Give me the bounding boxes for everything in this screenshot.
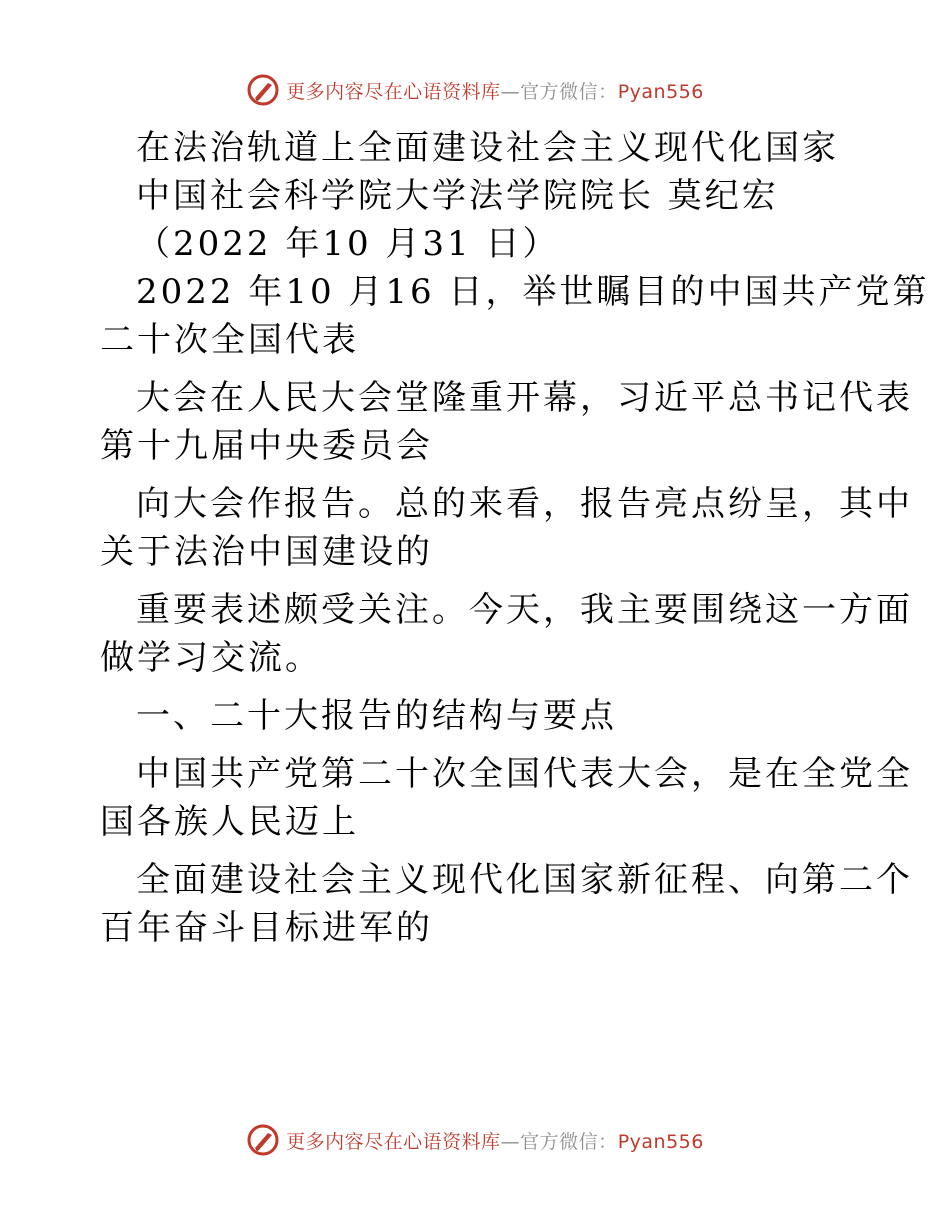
- watermark-handle: Pyan556: [617, 1130, 704, 1153]
- paragraph-line: 重要表述颇受关注。今天，我主要围绕这一方面: [136, 590, 913, 630]
- pen-logo-icon: [246, 1123, 280, 1157]
- paragraph-line: 百年奋斗目标进军的: [100, 908, 433, 948]
- watermark-secondary: 官方微信：: [520, 80, 618, 103]
- paragraph-line: 全面建设社会主义现代化国家新征程、向第二个: [136, 860, 913, 900]
- document-author: 中国社会科学院大学法学院院长 莫纪宏: [136, 176, 779, 216]
- paragraph-line: 中国共产党第二十次全国代表大会，是在全党全: [136, 754, 913, 794]
- paragraph-line: 二十次全国代表: [100, 320, 359, 360]
- watermark-text: [286, 77, 704, 104]
- paragraph-line: 第十九届中央委员会: [100, 426, 433, 466]
- watermark-handle: Pyan556: [617, 80, 704, 103]
- document-date: （2022 年10 月31 日）: [136, 224, 560, 264]
- watermark-secondary: 官方微信：: [520, 1130, 618, 1153]
- watermark-main: 更多内容尽在心语资料库: [286, 80, 501, 103]
- pen-logo-icon: [246, 73, 280, 107]
- section-heading: 一、二十大报告的结构与要点: [136, 696, 617, 736]
- footer-watermark: [0, 1120, 950, 1160]
- watermark-separator: —: [500, 80, 521, 103]
- paragraph-line: 做学习交流。: [100, 638, 322, 678]
- watermark-text: [286, 1127, 704, 1154]
- paragraph-line: 国各族人民迈上: [100, 802, 359, 842]
- paragraph-line: 关于法治中国建设的: [100, 532, 433, 572]
- paragraph-line: 2022 年10 月16 日，举世瞩目的中国共产党第: [136, 272, 930, 312]
- paragraph-line: 大会在人民大会堂隆重开幕，习近平总书记代表: [136, 378, 913, 418]
- watermark-main: 更多内容尽在心语资料库: [286, 1130, 501, 1153]
- header-watermark: [0, 70, 950, 110]
- document-body: [100, 124, 930, 952]
- document-title: 在法治轨道上全面建设社会主义现代化国家: [136, 128, 839, 168]
- watermark-separator: —: [500, 1130, 521, 1153]
- paragraph-line: 向大会作报告。总的来看，报告亮点纷呈，其中: [136, 484, 913, 524]
